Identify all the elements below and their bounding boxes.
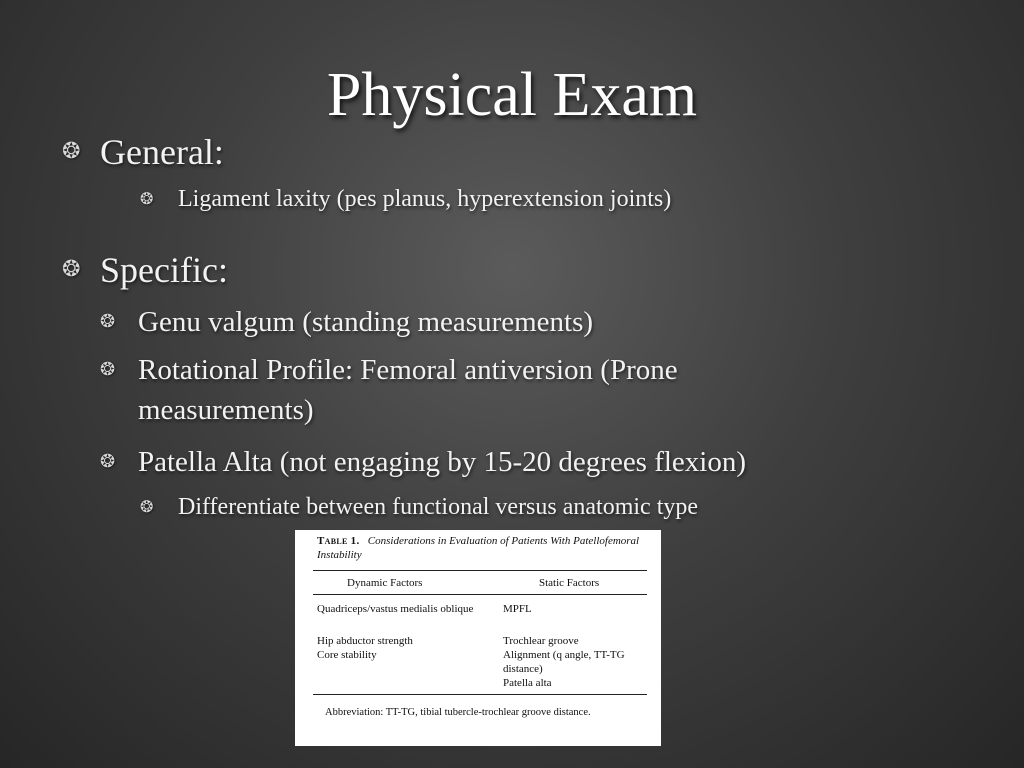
film-reel-icon: ❂ <box>140 189 154 208</box>
bullet-general <box>62 132 962 172</box>
patellofemoral-table <box>295 530 661 746</box>
bullet-text: Genu valgum (standing measurements) <box>138 306 594 338</box>
bullet-genu-valgum <box>100 302 880 342</box>
table-caption <box>317 534 647 562</box>
film-reel-icon: ❂ <box>62 257 81 282</box>
film-reel-icon: ❂ <box>100 359 116 380</box>
table-cell-dynamic: Hip abductor strength <box>317 635 413 647</box>
table-header-static: Static Factors <box>539 577 600 589</box>
film-reel-icon: ❂ <box>100 451 116 472</box>
table-cell-static: Trochlear groove <box>503 635 579 647</box>
film-reel-icon: ❂ <box>140 497 154 516</box>
bullet-specific <box>62 250 962 290</box>
table-cell-dynamic: Quadriceps/vastus medialis oblique <box>317 603 474 615</box>
bullet-ligament-laxity <box>140 184 980 214</box>
bullet-text: Specific: <box>100 250 228 290</box>
table-footnote: Abbreviation: TT-TG, tibial tubercle-trochlear groove distance. <box>325 707 591 718</box>
bullet-rotational-profile <box>100 350 860 430</box>
table-rule-mid <box>313 594 647 595</box>
table-cell-dynamic: Core stability <box>317 649 377 661</box>
table-cell-static: Alignment (q angle, TT-TG distance) <box>503 649 625 675</box>
bullet-differentiate <box>140 492 980 522</box>
table-cell-static: Patella alta <box>503 677 552 689</box>
bullet-text: General: <box>100 132 224 172</box>
table-rule-top <box>313 570 647 571</box>
bullet-text: Patella Alta (not engaging by 15-20 degrees flexion) <box>138 446 747 478</box>
bullet-text: Ligament laxity (pes planus, hyperextension joints) <box>178 186 672 212</box>
table-title: Considerations in Evaluation of Patients With Patellofemoral Instability <box>317 535 640 561</box>
table-cell-static: MPFL <box>503 603 532 615</box>
table-rule-bottom <box>313 694 647 695</box>
table-label: Table 1. <box>317 535 360 547</box>
film-reel-icon: ❂ <box>100 311 116 332</box>
film-reel-icon: ❂ <box>62 139 81 164</box>
bullet-text: Differentiate between functional versus anatomic type <box>178 494 699 520</box>
slide-title: Physical Exam <box>326 61 698 129</box>
bullet-text: Rotational Profile: Femoral antiversion (Prone measurements) <box>138 354 678 426</box>
table-header-dynamic: Dynamic Factors <box>347 577 423 589</box>
bullet-patella-alta <box>100 442 980 482</box>
